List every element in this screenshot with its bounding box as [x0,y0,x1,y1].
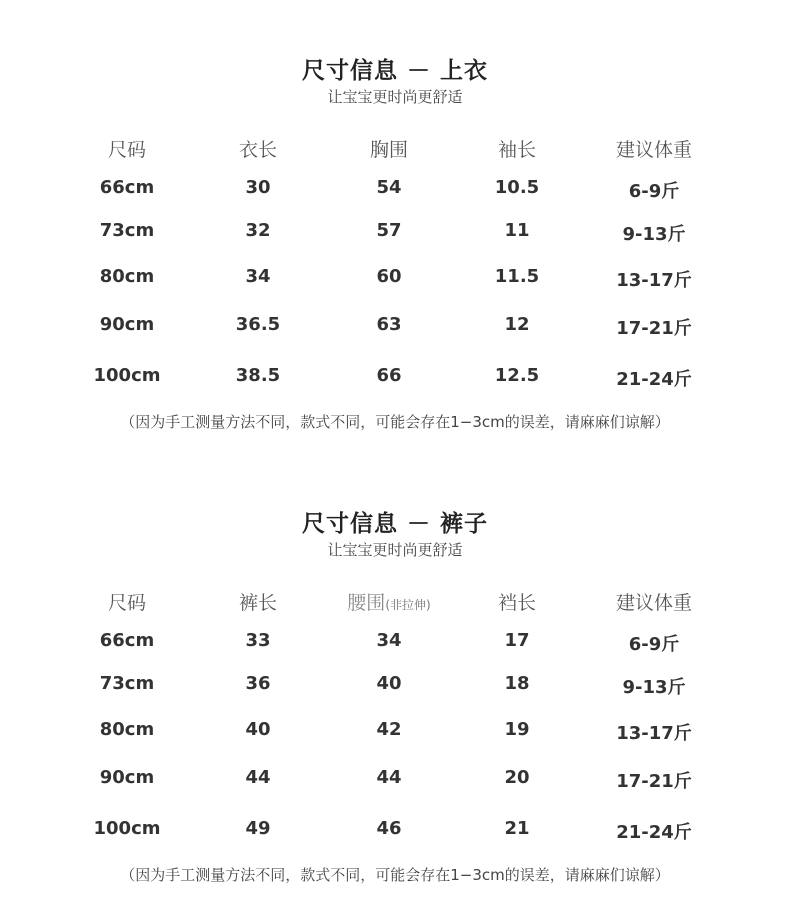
table-cell: 100cm [93,818,161,839]
table-cell: 18 [504,673,530,694]
section-subtitle: 让宝宝更时尚更舒适 [327,88,463,106]
section-title: 尺寸信息 － 裤子 [301,511,488,537]
header-pant-length: 裤长 [238,592,277,614]
table-cell: 63 [376,314,402,335]
header-weight: 建议体重 [615,139,692,161]
measurement-note: （因为手工测量方法不同，款式不同，可能会存在1−3cm的误差，请麻麻们谅解） [120,413,670,431]
table-cell: 12 [504,314,530,335]
table-cell: 17-21斤 [616,318,692,339]
table-cell: 10.5 [494,177,540,198]
table-cell: 6-9斤 [628,181,680,202]
table-cell: 9-13斤 [622,677,686,698]
table-cell: 19 [504,719,530,740]
table-cell: 73cm [99,220,155,241]
table-cell: 44 [376,767,402,788]
table-cell: 36.5 [235,314,281,335]
table-cell: 42 [376,719,402,740]
header-weight: 建议体重 [615,592,692,614]
table-cell: 90cm [99,314,155,335]
header-length: 衣长 [238,139,277,161]
table-cell: 80cm [99,719,155,740]
table-cell: 40 [376,673,402,694]
table-cell: 33 [245,630,271,651]
table-cell: 21-24斤 [616,822,692,843]
table-cell: 54 [376,177,402,198]
header-sleeve: 袖长 [497,139,536,161]
table-cell: 13-17斤 [616,723,692,744]
table-cell: 66 [376,365,402,386]
header-size: 尺码 [107,139,146,161]
table-cell: 11 [504,220,530,241]
table-cell: 17-21斤 [616,771,692,792]
table-cell: 80cm [99,266,155,287]
table-cell: 49 [245,818,271,839]
table-cell: 17 [504,630,530,651]
table-cell: 34 [376,630,402,651]
table-cell: 30 [245,177,271,198]
table-cell: 66cm [99,630,155,651]
header-crotch: 裆长 [497,592,536,614]
table-cell: 38.5 [235,365,281,386]
table-cell: 40 [245,719,271,740]
table-cell: 34 [245,266,271,287]
table-cell: 32 [245,220,271,241]
header-waist-note: (非拉伸) [385,598,431,612]
table-cell: 73cm [99,673,155,694]
table-cell: 20 [504,767,530,788]
table-cell: 11.5 [494,266,540,287]
table-cell: 21 [504,818,530,839]
table-cell: 57 [376,220,402,241]
table-cell: 66cm [99,177,155,198]
section-title: 尺寸信息 － 上衣 [301,58,488,84]
table-cell: 90cm [99,767,155,788]
header-chest: 胸围 [369,139,408,161]
table-cell: 13-17斤 [616,270,692,291]
table-cell: 100cm [93,365,161,386]
measurement-note: （因为手工测量方法不同，款式不同，可能会存在1−3cm的误差，请麻麻们谅解） [120,866,670,884]
header-size: 尺码 [107,592,146,614]
table-cell: 9-13斤 [622,224,686,245]
table-cell: 60 [376,266,402,287]
table-cell: 36 [245,673,271,694]
header-waist-label: 腰围 [347,592,386,614]
table-cell: 21-24斤 [616,369,692,390]
table-cell: 6-9斤 [628,634,680,655]
table-cell: 12.5 [494,365,540,386]
section-subtitle: 让宝宝更时尚更舒适 [327,541,463,559]
table-cell: 44 [245,767,271,788]
header-waist [319,588,459,615]
table-cell: 46 [376,818,402,839]
